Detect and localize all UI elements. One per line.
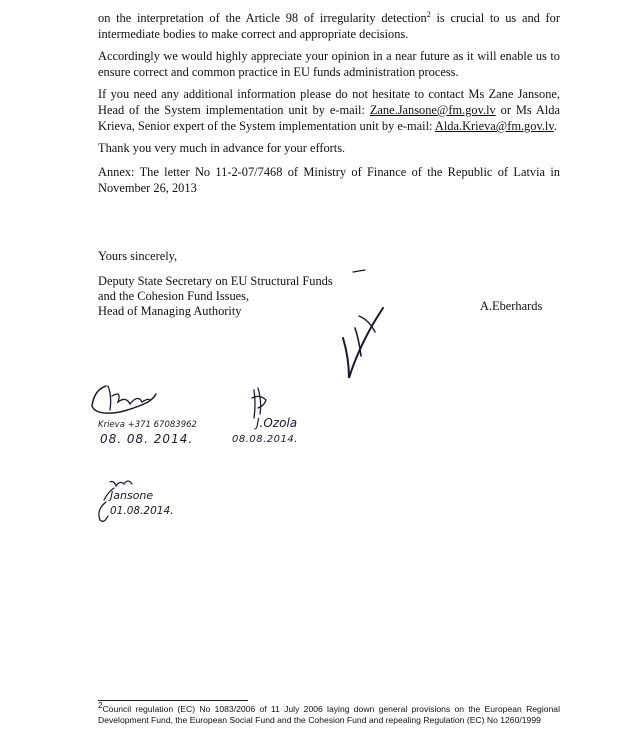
signatory-title-block [98, 274, 358, 319]
jansone-date: 01.08.2014. [110, 505, 174, 517]
para3-text-a: If you need any additional information please do not hesitate to contact Ms Zane Jansone, Head of the System implementation unit by e-mail: [98, 87, 560, 117]
paragraph-annex [98, 164, 560, 196]
email-link-jansone[interactable]: Zane.Jansone@fm.gov.lv [369, 103, 496, 117]
krieva-date: 08. 08. 2014. [100, 432, 194, 446]
footnote-ref[interactable]: 2 [426, 9, 431, 19]
para3-text-b: or Ms Alda Krieva, Senior expert of the System implementation unit by e-mail: [98, 103, 560, 133]
krieva-caption: Krieva +371 67083962 [98, 420, 197, 430]
para4-text: Thank you very much in advance for your efforts. [98, 141, 346, 155]
footnote [98, 701, 560, 726]
email-link-krieva[interactable]: Alda.Krieva@fm.gov.lv [434, 119, 554, 133]
para3-text-c: . [553, 119, 557, 133]
paragraph-article-98 [98, 10, 560, 42]
krieva-initials-icon [86, 380, 166, 424]
footnote-number: 2 [98, 701, 103, 711]
signer-name: A.Eberhards [480, 299, 543, 313]
signatory-title-line-2: and the Cohesion Fund Issues, [98, 289, 250, 303]
ozola-date: 08.08.2014. [232, 434, 298, 445]
para1-text-a: on the interpretation of the Article 98 of irregularity detection [98, 11, 427, 25]
signatory-title-line-3: Head of Managing Authority [98, 304, 242, 318]
jansone-name: Jansone [110, 489, 154, 502]
paragraph-contact-info [98, 86, 560, 134]
eberhards-signature-icon [335, 260, 395, 390]
annex-text: Annex: The letter No 11-2-07/7468 of Ministry of Finance of the Republic of Latvia in November 26, 2013 [98, 165, 560, 195]
para1-text-b: is crucial to us and for intermediate bodies to make correct and appropriate decisions. [98, 11, 560, 41]
footnote-divider [98, 700, 248, 701]
paragraph-thanks [98, 140, 560, 156]
ozola-name: J.Ozola [256, 416, 298, 430]
paragraph-request-opinion [98, 48, 560, 80]
salutation: Yours sincerely, [98, 249, 178, 263]
para2-text: Accordingly we would highly appreciate your opinion in a near future as it will enable us to ensure correct and common practice in EU funds administration process. [98, 49, 560, 79]
signatory-title-line-1: Deputy State Secretary on EU Structural Funds [98, 274, 333, 288]
footnote-text: Council regulation (EC) No 1083/2006 of 11 July 2006 laying down general provisions on the European Regional Development Fund, the European Social Fund and the Cohesion Fund and repealing Regulation (EC) No 1260/1999 [98, 704, 560, 725]
